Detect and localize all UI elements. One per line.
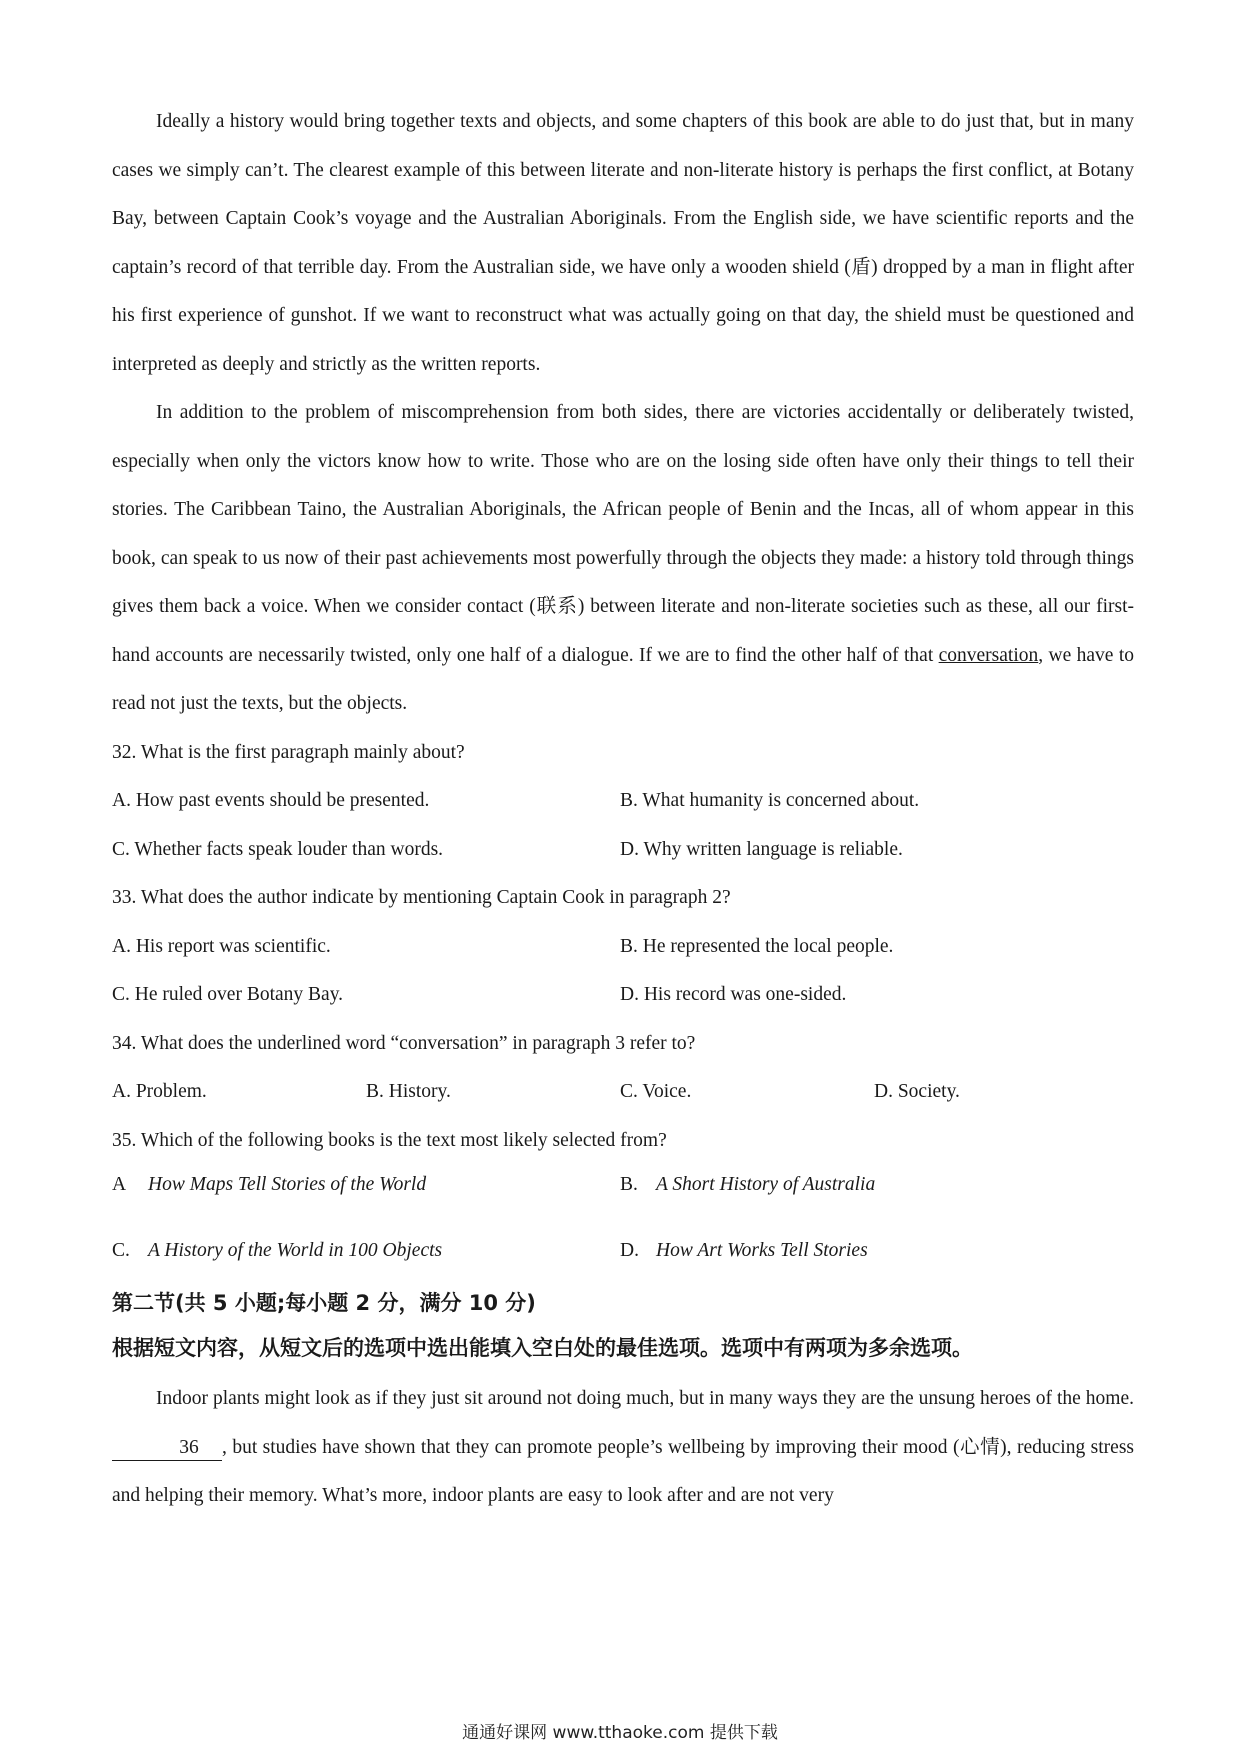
passage-paragraph-2-text: In addition to the problem of miscomprehension from both sides, there are victories accidentally or deliberately twisted, especially when only the victors know how to write. Those who are on the losing side often have only their things to tell their stories. The Caribbean Taino, the Australian Aboriginals, the African people of Benin and the Incas, all of whom appear in this book, can speak to us now of their past achievements most powerfully through the objects they made: a history told through things gives them back a voice. When we consider contact (联系) between literate and non-literate societies such as these, all our first-hand accounts are necessarily twisted, only one half of a dialogue. If we are to find the other half of that <box>112 402 1134 666</box>
question-33-options-row-1 <box>112 923 1134 972</box>
question-32-option-a[interactable]: A. How past events should be presented. <box>112 790 430 811</box>
passage-paragraph-2-end: , we have to read not just the texts, but the objects. <box>112 644 1134 714</box>
question-35-option-a[interactable] <box>112 1165 620 1205</box>
question-33-option-c[interactable]: C. He ruled over Botany Bay. <box>112 984 344 1005</box>
question-33-options-row-2 <box>112 971 1134 1020</box>
passage-paragraph-2 <box>112 389 1134 729</box>
question-34-stem: 34. What does the underlined word “conversation” in paragraph 3 refer to? <box>112 1032 696 1054</box>
question-32-stem: 32. What is the first paragraph mainly about? <box>112 741 465 763</box>
question-32-options-row-2 <box>112 826 1134 875</box>
question-32-options-row-1 <box>112 777 1134 826</box>
book-title: How Maps Tell Stories of the World <box>148 1174 427 1195</box>
book-title: How Art Works Tell Stories <box>656 1240 868 1261</box>
question-32-option-c[interactable]: C. Whether facts speak louder than words. <box>112 838 444 860</box>
blank-36[interactable]: 36 <box>112 1436 222 1461</box>
cloze-passage <box>112 1375 1134 1521</box>
option-label: A <box>112 1174 127 1195</box>
book-title: A Short History of Australia <box>656 1174 876 1195</box>
question-33-option-d[interactable]: D. His record was one-sided. <box>620 984 847 1005</box>
cloze-text-continued: , but studies have shown that they can promote people’s wellbeing by improving their mood (心情), reducing stress and helping their memory. What’s more, indoor plants are easy to look after and are not very <box>112 1436 1134 1506</box>
question-34-option-c[interactable]: C. Voice. <box>620 1081 692 1102</box>
section-2-instruction: 根据短文内容，从短文后的选项中选出能填入空白处的最佳选项。选项中有两项为多余选项。 <box>112 1336 973 1360</box>
question-34-option-a[interactable]: A. Problem. <box>112 1081 207 1102</box>
option-label: B. <box>620 1174 638 1195</box>
question-35-options-row-2 <box>112 1231 1134 1271</box>
exam-page <box>112 98 1134 1521</box>
question-34-option-b[interactable]: B. History. <box>366 1081 451 1102</box>
question-32-option-b[interactable]: B. What humanity is concerned about. <box>620 790 920 811</box>
page-footer: 通通好课网 www.tthaoke.com 提供下载 <box>462 1723 778 1743</box>
question-35-stem: 35. Which of the following books is the text most likely selected from? <box>112 1129 667 1151</box>
option-label: C. <box>112 1240 130 1261</box>
underlined-word: conversation <box>938 644 1039 666</box>
question-33-option-a[interactable]: A. His report was scientific. <box>112 935 331 957</box>
book-title: A History of the World in 100 Objects <box>148 1240 443 1261</box>
question-35-option-d[interactable] <box>620 1231 1128 1271</box>
passage-paragraph-1: Ideally a history would bring together texts and objects, and some chapters of this book are able to do just that, but in many cases we simply can’t. The clearest example of this between literate and non-literate history is perhaps the first conflict, at Botany Bay, between Captain Cook’s voyage and the Australian Aboriginals. From the English side, we have scientific reports and the captain’s record of that terrible day. From the Australian side, we have only a wooden shield (盾) dropped by a man in flight after his first experience of gunshot. If we want to reconstruct what was actually going on that day, the shield must be questioned and interpreted as deeply and strictly as the written reports. <box>112 111 1134 375</box>
question-34-option-d[interactable]: D. Society. <box>874 1081 960 1102</box>
question-35-options-row-1 <box>112 1165 1134 1205</box>
question-34-options-row <box>112 1068 1134 1117</box>
question-33-option-b[interactable]: B. He represented the local people. <box>620 935 894 957</box>
question-35-option-c[interactable] <box>112 1231 620 1271</box>
question-35-option-b[interactable] <box>620 1165 1128 1205</box>
question-32-option-d[interactable]: D. Why written language is reliable. <box>620 838 903 860</box>
option-label: D. <box>620 1240 639 1261</box>
section-2-heading: 第二节(共 5 小题;每小题 2 分，满分 10 分) <box>112 1291 536 1315</box>
question-33-stem: 33. What does the author indicate by mentioning Captain Cook in paragraph 2? <box>112 887 731 908</box>
cloze-text-start: Indoor plants might look as if they just sit around not doing much, but in many ways they are the unsung heroes of the home. <box>156 1388 1134 1409</box>
